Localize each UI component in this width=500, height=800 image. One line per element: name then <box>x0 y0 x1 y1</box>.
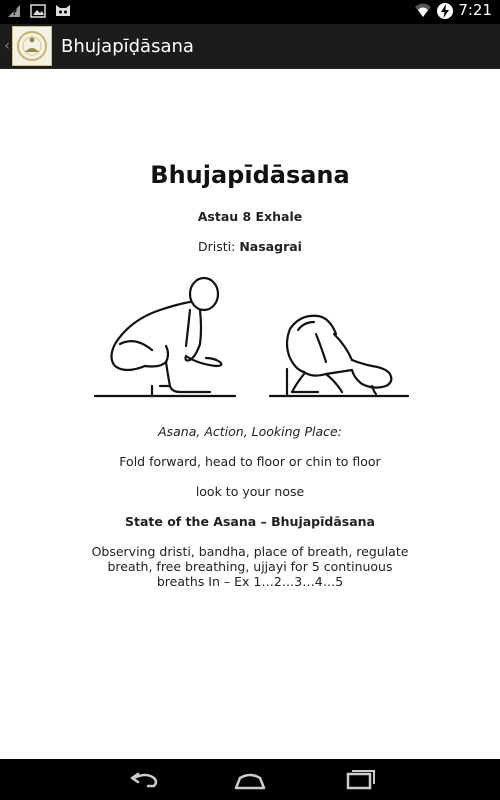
dristi-label: Dristi: <box>198 239 240 254</box>
subheading-text: Asana, Action, Looking Place: <box>158 424 342 439</box>
page-title: Bhujapīdāsana <box>150 161 350 189</box>
action-text: Fold forward, head to floor or chin to floor <box>119 454 381 469</box>
figure-right <box>270 316 408 396</box>
dristi-text <box>0 239 500 254</box>
back-chevron-icon[interactable]: ‹ <box>4 38 10 54</box>
yoga-app-icon[interactable] <box>12 26 52 66</box>
figure-left <box>95 278 235 396</box>
status-left <box>6 3 70 19</box>
wifi-icon <box>414 2 430 18</box>
home-icon[interactable] <box>230 768 270 792</box>
looking-place-text: look to your nose <box>195 484 305 499</box>
status-time: 7:21 <box>458 1 492 19</box>
description-text: Observing dristi, bandha, place of breath, regulate breath, free breathing, ujjayi for 5 continuous breaths In – Ex 1…2…3…4…5 <box>91 544 409 589</box>
svg-text:?: ? <box>12 8 18 18</box>
recent-apps-icon[interactable] <box>338 768 378 792</box>
count-text: Astau 8 Exhale <box>197 209 303 224</box>
navigation-bar <box>0 760 500 800</box>
action-bar-title: Bhujapīḍāsana <box>61 35 194 57</box>
status-bar <box>0 0 500 24</box>
unknown-notification-icon <box>6 3 22 19</box>
asana-illustration <box>90 274 410 404</box>
battery-charging-icon <box>436 2 452 18</box>
image-icon <box>30 3 46 19</box>
cat-icon <box>54 3 70 19</box>
action-bar <box>0 24 500 69</box>
state-title: State of the Asana – Bhujapīdāsana <box>124 514 375 529</box>
content-area <box>0 69 500 759</box>
dristi-value: Nasagrai <box>239 239 302 254</box>
back-icon[interactable] <box>124 768 164 792</box>
status-right <box>414 1 492 19</box>
